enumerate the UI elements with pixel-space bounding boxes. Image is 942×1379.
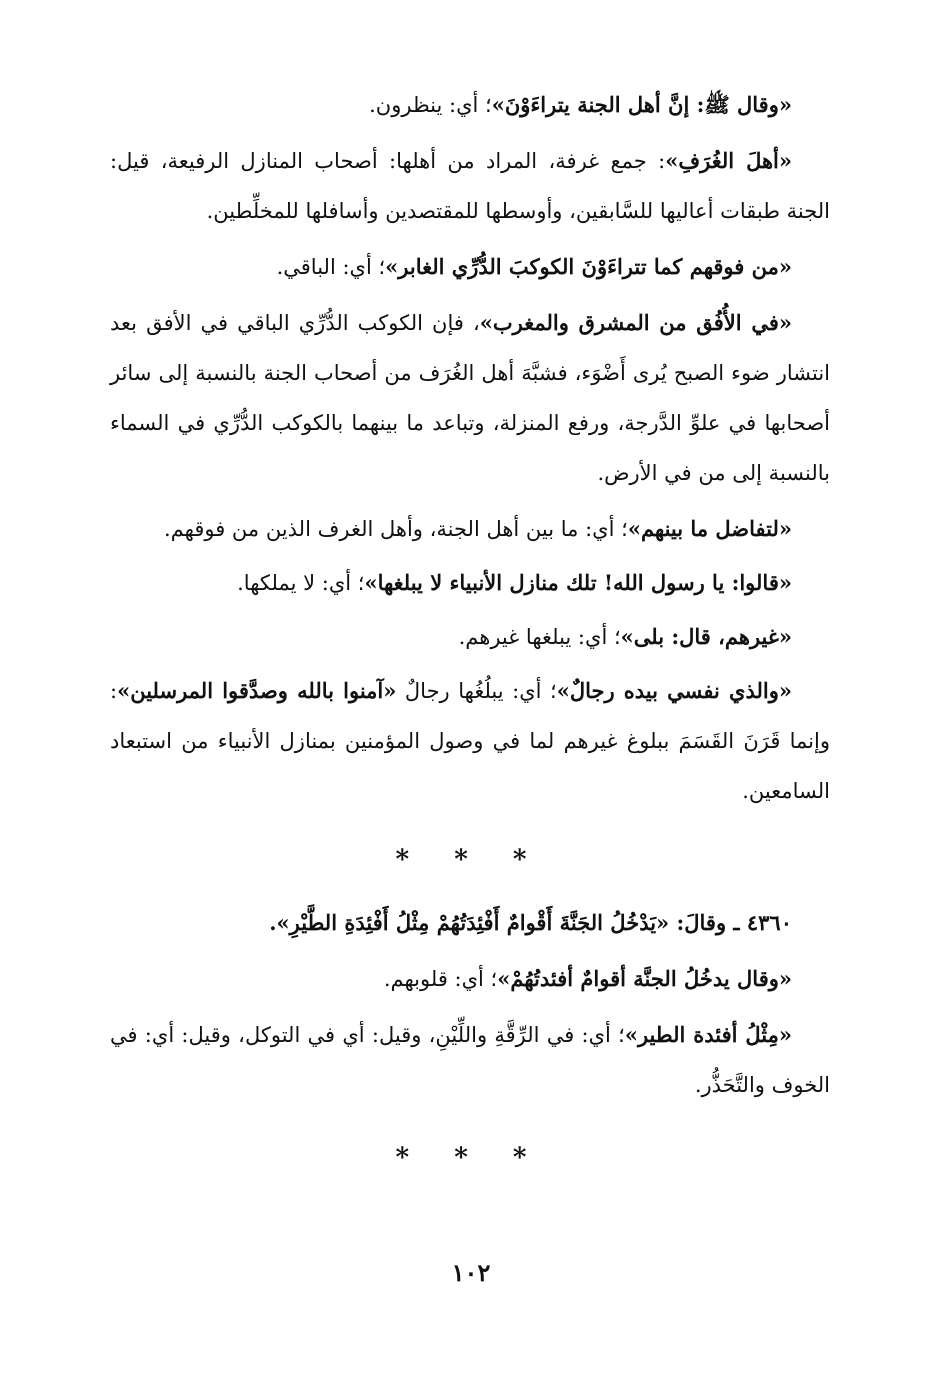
paragraph (110, 558, 830, 608)
page-body (110, 80, 830, 1196)
commentary-text: : جمع غرفة، المراد من أهلها: أصحاب المنازل الرفيعة، قيل: الجنة طبقات أعاليها للسَّابقين، وأوسطها للمقتصدين وأسافلها للمخلِّطين. (110, 149, 830, 223)
commentary-text-2: : وإنما قَرَنَ القَسَمَ ببلوغ غيرهم لما في وصول المؤمنين بمنازل الأنبياء من استبعاد السامعين. (110, 679, 830, 803)
quoted-text-2: «آمنوا بالله وصدَّقوا المرسلين» (117, 678, 397, 703)
quoted-text: «غيرهم، قال: بلى» (620, 624, 792, 649)
commentary-text: ؛ أي: لا يملكها. (237, 571, 365, 595)
paragraph (110, 666, 830, 816)
quoted-text: «وقال يدخُلُ الجنَّة أقوامٌ أفئدتُهُمْ» (497, 966, 792, 991)
section-separator: * * * (395, 845, 545, 875)
paragraph (110, 1010, 830, 1110)
hadith-heading (110, 898, 830, 948)
paragraph (110, 504, 830, 554)
commentary-text: ، فإن الكوكب الدُّرِّي الباقي في الأفق بعد انتشار ضوء الصبح يُرى أَضْوَء، فشبَّهَ أهل الغُرَف من أصحاب الجنة بالنسبة إلى سائر أصحابها في علوِّ الدَّرجة، ورفع المنزلة، وتباعد ما بينهما بالكوكب الدُّرِّي في السماء بالنسبة إلى من في الأرض. (110, 311, 830, 485)
page-number: ١٠٢ (451, 1258, 491, 1287)
section-separator: * * * (395, 1143, 545, 1173)
quoted-text: «والذي نفسي بيده رجالٌ» (556, 678, 792, 703)
commentary-text: ؛ أي: ينظرون. (369, 93, 492, 117)
paragraph (110, 242, 830, 292)
commentary-text: ؛ أي: يبلُغُها رجالٌ (396, 679, 557, 703)
paragraph (110, 612, 830, 662)
paragraph (110, 80, 830, 130)
quoted-text: «من فوقهم كما تتراءَوْنَ الكوكبَ الدُّرِّي الغابر» (385, 254, 792, 279)
quoted-text: «وقال ﷺ: إنَّ أهل الجنة يتراءَوْنَ» (491, 92, 792, 117)
quoted-text: «في الأُفُق من المشرق والمغرب» (479, 310, 792, 335)
paragraph (110, 954, 830, 1004)
commentary-text: ؛ أي: ما بين أهل الجنة، وأهل الغرف الذين من فوقهم. (163, 517, 628, 541)
commentary-text: ؛ أي: يبلغها غيرهم. (458, 625, 621, 649)
paragraph (110, 298, 830, 498)
quoted-text: «مِثْلُ أفئدة الطير» (624, 1022, 793, 1047)
quoted-text: «لتفاضل ما بينهم» (627, 516, 792, 541)
commentary-text: ؛ أي: قلوبهم. (383, 967, 498, 991)
hadith-text: «يَدْخُلُ الجَنَّةَ أَقْوامٌ أَفْئِدَتُهُمْ مِثْلُ أَفْئِدَةِ الطَّيْرِ». (269, 910, 670, 935)
paragraph (110, 136, 830, 236)
quoted-text: «قالوا: يا رسول الله! تلك منازل الأنبياء لا يبلغها» (364, 570, 792, 595)
quoted-text: «أهلَ الغُرَفِ» (665, 148, 793, 173)
commentary-text: ؛ أي: في الرِّقَّةِ واللِّيْنِ، وقيل: أي في التوكل، وقيل: أي: في الخوف والتَّحَذُّر. (110, 1023, 830, 1097)
hadith-number: ٤٣٦٠ (746, 910, 792, 935)
commentary-text: ؛ أي: الباقي. (276, 255, 386, 279)
hadith-prefix: ـ وقالَ: (669, 910, 747, 935)
